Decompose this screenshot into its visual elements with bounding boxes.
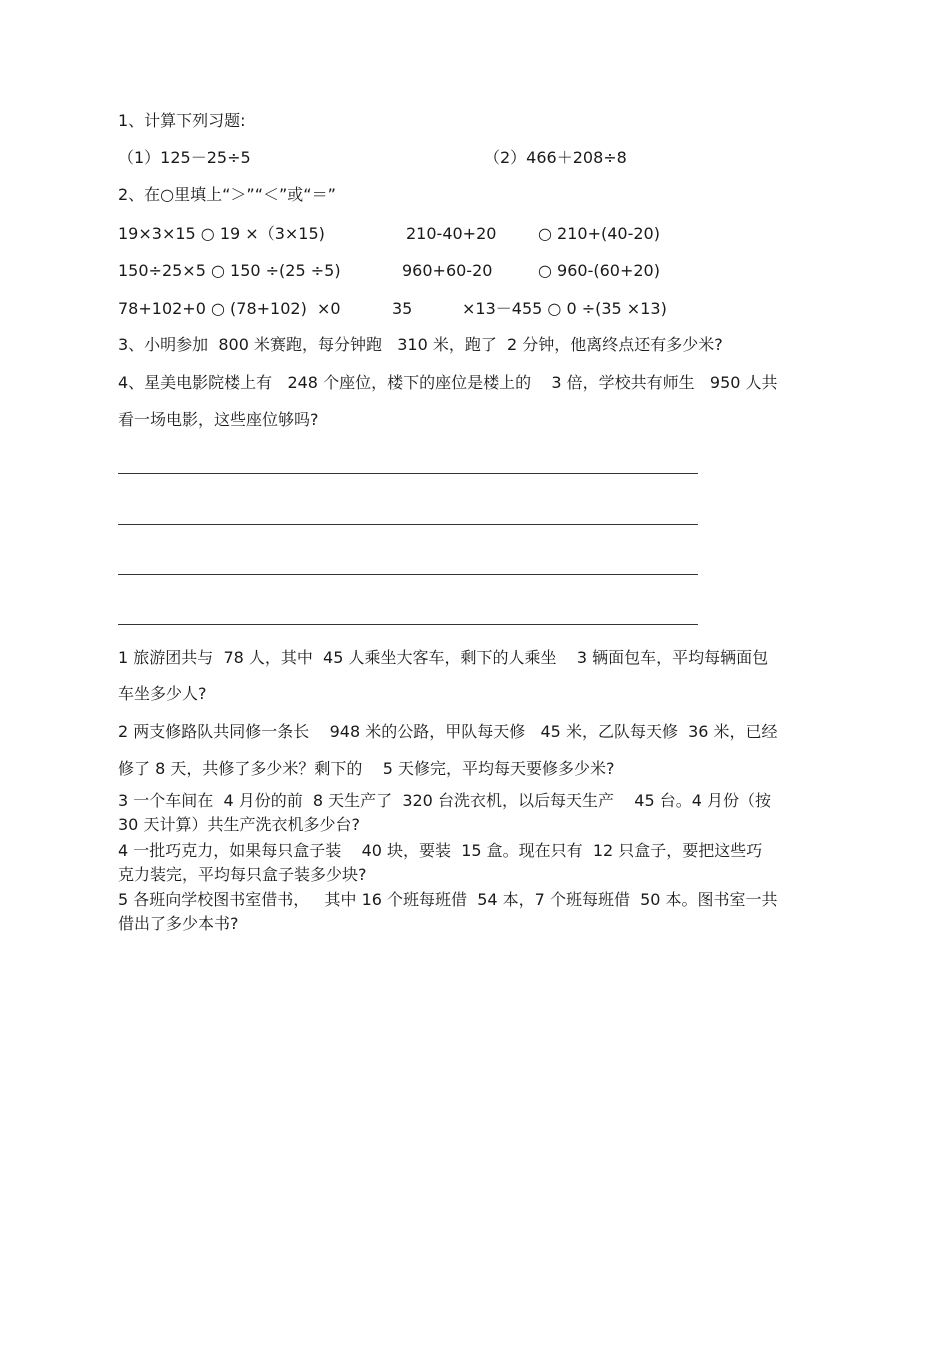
answer-line-1: [118, 473, 698, 474]
compare-row-1-expr: 210-40+20: [406, 224, 497, 243]
problem-5-line-1: 5 各班向学校图书室借书， 其中 16 个班每班借 54 本，7 个班每班借 50 本。图书室一共: [118, 890, 778, 909]
compare-row-1-left: 19×3×15 ○ 19 ×（3×15): [118, 224, 325, 243]
problem-3-line-1: 3 一个车间在 4 月份的前 8 天生产了 320 台洗衣机，以后每天生产 45 台。4 月份（按: [118, 791, 771, 810]
compare-row-2-left: 150÷25×5 ○ 150 ÷(25 ÷5): [118, 261, 341, 280]
compare-row-3-left: 78+102+0 ○ (78+102) ×0: [118, 299, 341, 318]
problem-1-line-2: 车坐多少人?: [118, 684, 207, 703]
question-3: 3、小明参加 800 米赛跑，每分钟跑 310 米，跑了 2 分钟，他离终点还有多少米?: [118, 335, 723, 354]
problem-5-line-2: 借出了多少本书?: [118, 914, 239, 933]
problem-4-line-1: 4 一批巧克力，如果每只盒子装 40 块，要装 15 盒。现在只有 12 只盒子，要把这些巧: [118, 841, 763, 860]
compare-row-2-expr: 960+60-20: [402, 261, 493, 280]
question-1-part-2: （2）466＋208÷8: [484, 148, 627, 167]
compare-row-2-right: ○ 960-(60+20): [538, 261, 660, 280]
question-4-line-1: 4、星美电影院楼上有 248 个座位，楼下的座位是楼上的 3 倍，学校共有师生 950 人共: [118, 373, 778, 392]
question-1-title: 1、计算下列习题:: [118, 111, 246, 130]
problem-1-line-1: 1 旅游团共与 78 人，其中 45 人乘坐大客车，剩下的人乘坐 3 辆面包车，平均每辆面包: [118, 648, 769, 667]
question-2-title: 2、在○里填上“＞”“＜”或“＝”: [118, 185, 336, 204]
question-4-line-2: 看一场电影，这些座位够吗?: [118, 410, 319, 429]
answer-line-4: [118, 624, 698, 625]
compare-row-3-right: ×13－455 ○ 0 ÷(35 ×13): [462, 299, 667, 318]
answer-line-3: [118, 574, 698, 575]
compare-row-1-right: ○ 210+(40-20): [538, 224, 660, 243]
problem-3-line-2: 30 天计算）共生产洗衣机多少台?: [118, 815, 360, 834]
compare-row-3-num: 35: [392, 299, 413, 318]
problem-2-line-1: 2 两支修路队共同修一条长 948 米的公路，甲队每天修 45 米，乙队每天修 36 米，已经: [118, 722, 778, 741]
problem-2-line-2: 修了 8 天，共修了多少米？剩下的 5 天修完，平均每天要修多少米?: [118, 759, 615, 778]
question-1-part-1: （1）125－25÷5: [118, 148, 251, 167]
problem-4-line-2: 克力装完，平均每只盒子装多少块?: [118, 865, 367, 884]
answer-line-2: [118, 524, 698, 525]
